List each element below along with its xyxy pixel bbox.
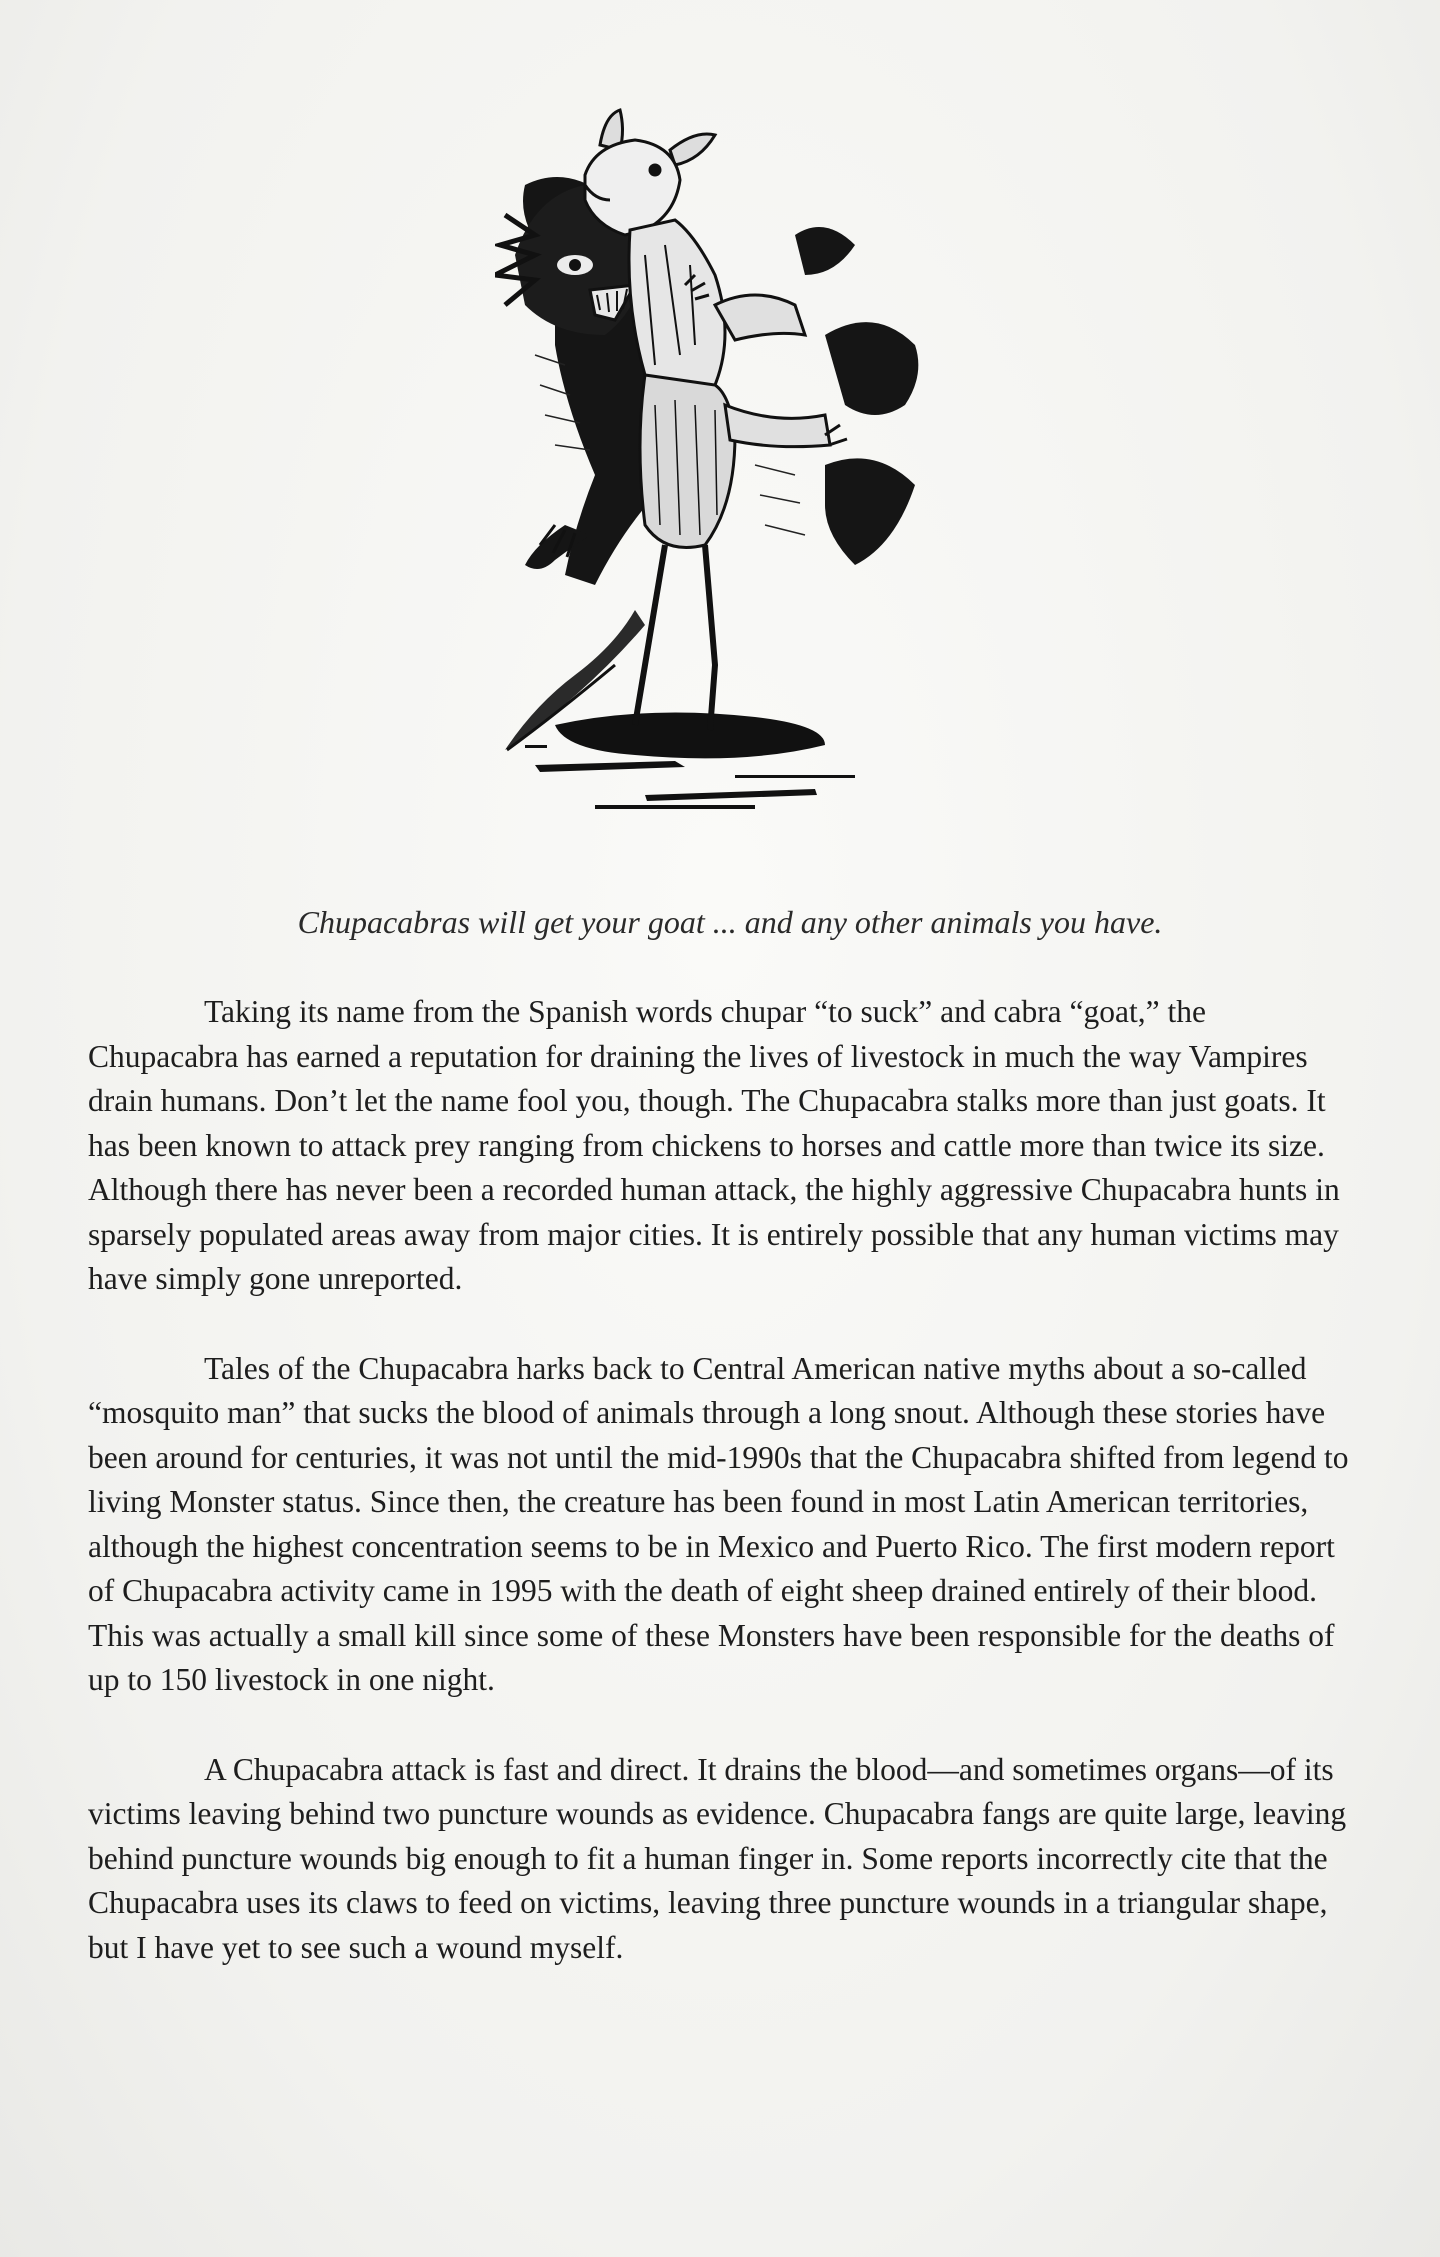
ground-shadow [525,713,855,810]
paragraph-1: Taking its name from the Spanish words chupar “to suck” and cabra “goat,” the Chupacabra has earned a reputation for draining the lives of livestock in much the way Vampires drain humans. Don’t let the name fool you, though. The Chupacabra stalks more than just goats. It has been known to attack prey ranging from chickens to horses and cattle more than twice its size. Although there has never been a recorded human attack, the highly aggressive Chupacabra hunts in sparsely populated areas away from major cities. It is entirely possible that any human victims may have simply gone unreported. [88,994,1340,1296]
article-body [88,990,1363,2015]
paragraph-3: A Chupacabra attack is fast and direct. It drains the blood—and sometimes organs—of its victims leaving behind two puncture wounds as evidence. Chupacabra fangs are quite large, leaving behind puncture wounds big enough to fit a human finger in. Some reports incorrectly cite that the Chupacabra uses its claws to feed on victims, leaving three puncture wounds in a triangular shape, but I have yet to see such a wound myself. [88,1751,1347,1965]
illustration-caption: Chupacabras will get your goat ... and any other animals you have. [297,904,1163,940]
chupacabra-illustration [495,105,975,855]
paragraph-2: Tales of the Chupacabra harks back to Central American native myths about a so-called “mosquito man” that sucks the blood of animals through a long snout. Although these stories have been around for centuries, it was not until the mid-1990s that the Chupacabra shifted from legend to living Monster status. Since then, the creature has been found in most Latin American territories, although the highest concentration seems to be in Mexico and Puerto Rico. The first modern report of Chupacabra activity came in 1995 with the death of eight sheep drained entirely of their blood. This was actually a small kill since some of these Monsters have been responsible for the deaths of up to 150 livestock in one night. [88,1350,1349,1697]
